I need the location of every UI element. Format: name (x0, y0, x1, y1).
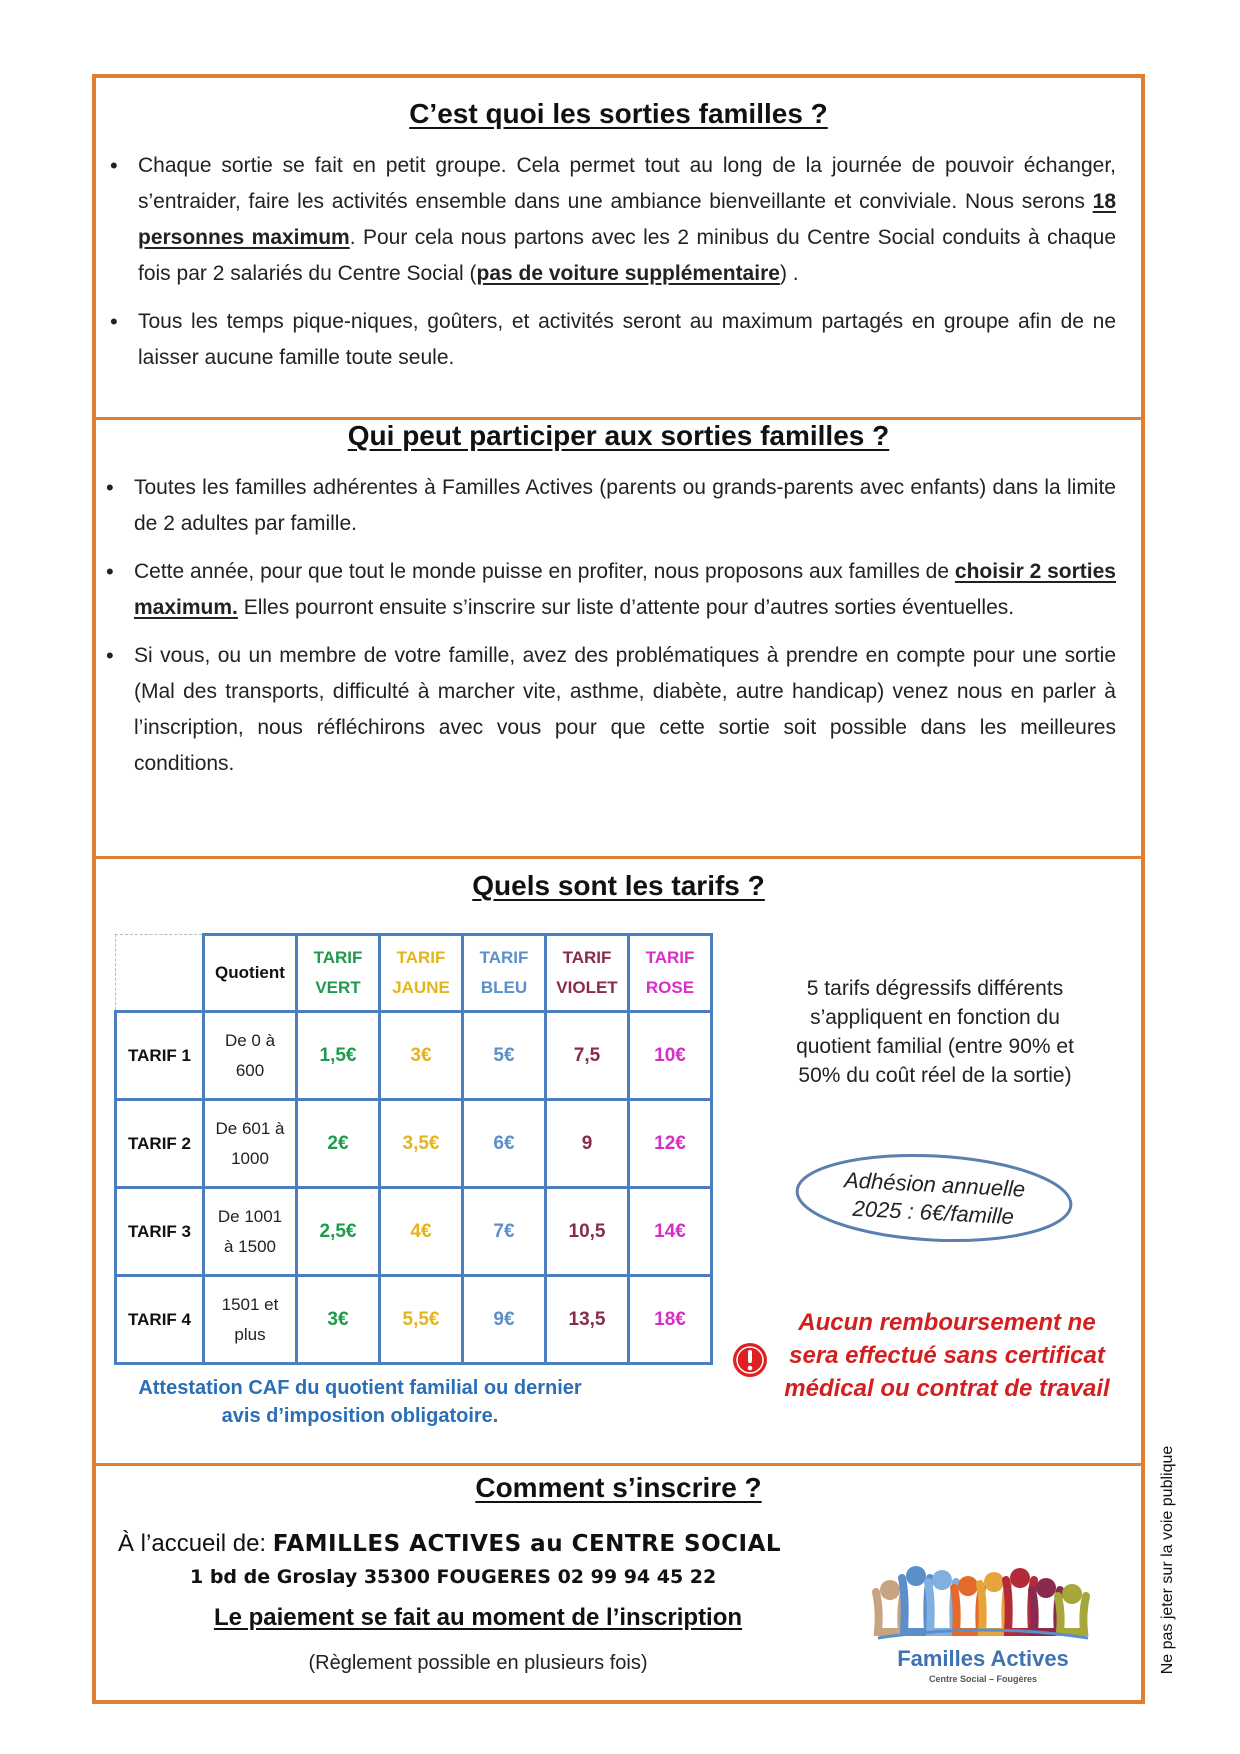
price-cell: 2€ (297, 1100, 380, 1188)
quotient-header: Quotient (204, 935, 297, 1012)
logo-figure-head (880, 1580, 900, 1600)
quotient-cell: De 1001 à 1500 (204, 1188, 297, 1276)
price-cell: 6€ (463, 1100, 546, 1188)
price-cell: 1,5€ (297, 1012, 380, 1100)
price-cell: 9 (546, 1100, 629, 1188)
tarifs-table (114, 933, 713, 1365)
accueil-line: À l’accueil de: FAMILLES ACTIVES au CENTRE SOCIAL (118, 1530, 782, 1557)
section3-title: Quels sont les tarifs ? (472, 870, 765, 901)
col-rose-header: TARIF ROSE (629, 935, 712, 1012)
section1-title: C’est quoi les sorties familles ? (409, 98, 828, 129)
tarifs-description: 5 tarifs dégressifs différents s’appliquent en fonction du quotient familial (entre 90% et 50% du coût réel de la sortie) (796, 977, 1074, 1087)
table-corner (116, 935, 204, 1012)
svg-text:2025 : 6€/famille: 2025 : 6€/famille (851, 1195, 1015, 1230)
price-cell: 3,5€ (380, 1100, 463, 1188)
price-cell: 5€ (463, 1012, 546, 1100)
col-bleu-header: TARIF BLEU (463, 935, 546, 1012)
price-cell: 4€ (380, 1188, 463, 1276)
divider (96, 856, 1141, 859)
logo-figure-head (984, 1572, 1004, 1592)
table-row (116, 1276, 712, 1364)
section1-list (138, 148, 1116, 388)
address-line: 1 bd de Groslay 35300 FOUGERES 02 99 94 45 22 (190, 1566, 717, 1588)
table-row (116, 1100, 712, 1188)
price-cell: 2,5€ (297, 1188, 380, 1276)
adhesion-badge (794, 1152, 1074, 1244)
row-name: TARIF 2 (116, 1100, 204, 1188)
logo-figure-head (1036, 1578, 1056, 1598)
section2-title: Qui peut participer aux sorties familles ? (347, 420, 890, 451)
price-cell: 3€ (297, 1276, 380, 1364)
reglement-line: (Règlement possible en plusieurs fois) (308, 1652, 648, 1674)
price-cell: 7€ (463, 1188, 546, 1276)
price-cell: 3€ (380, 1012, 463, 1100)
logo-figure-head (906, 1566, 926, 1586)
price-cell: 9€ (463, 1276, 546, 1364)
quotient-cell: De 601 à 1000 (204, 1100, 297, 1188)
section4-title: Comment s’inscrire ? (475, 1472, 762, 1503)
list-item: • Cette année, pour que tout le monde puisse en profiter, nous proposons aux familles de choisir 2 sorties maximum. Elles pourront ensuite s’inscrire sur liste d’attente pour d’autres sorties éventuelles. (134, 554, 1116, 626)
logo-figure-head (1010, 1568, 1030, 1588)
remboursement-note: Aucun remboursement ne sera effectué sans certificat médical ou contrat de travail (784, 1309, 1110, 1402)
row-name: TARIF 3 (116, 1188, 204, 1276)
price-cell: 5,5€ (380, 1276, 463, 1364)
price-cell: 10€ (629, 1012, 712, 1100)
bold-max-persons: 18 personnes maximum (138, 190, 1116, 249)
price-cell: 14€ (629, 1188, 712, 1276)
attestation-note: Attestation CAF du quotient familial ou dernier avis d’imposition obligatoire. (138, 1377, 582, 1427)
page-frame (92, 74, 1145, 1704)
paiement-line: Le paiement se fait au moment de l’inscription (213, 1604, 743, 1631)
row-name: TARIF 1 (116, 1012, 204, 1100)
price-cell: 10,5 (546, 1188, 629, 1276)
divider (92, 1463, 1145, 1466)
warning-icon (732, 1342, 768, 1378)
table-row (116, 1012, 712, 1100)
section2-list (134, 470, 1116, 794)
list-item: • Toutes les familles adhérentes à Familles Actives (parents ou grands-parents avec enfants) dans la limite de 2 adultes par famille. (134, 470, 1116, 542)
centre-name: FAMILLES ACTIVES au CENTRE SOCIAL (272, 1531, 782, 1557)
price-cell: 18€ (629, 1276, 712, 1364)
bold-no-car: pas de voiture supplémentaire (476, 262, 780, 285)
svg-text:Adhésion annuelle: Adhésion annuelle (843, 1167, 1026, 1202)
familles-actives-logo (868, 1560, 1098, 1690)
table-header-row (116, 935, 712, 1012)
logo-figure-head (932, 1570, 952, 1590)
svg-text:Familles Actives: Familles Actives (897, 1646, 1069, 1671)
list-item: • Chaque sortie se fait en petit groupe. Cela permet tout au long de la journée de pouvoir échanger, s’entraider, faire les activités ensemble dans une ambiance bienveillante et conviviale. Nous serons 18 personnes maximum. Pour cela nous partons avec les 2 minibus du Centre Social conduits à chaque fois par 2 salariés du Centre Social (pas de voiture supplémentaire) . (138, 148, 1116, 292)
bold-two-outings: choisir 2 sorties maximum. (134, 560, 1116, 619)
quotient-cell: De 0 à 600 (204, 1012, 297, 1100)
side-note: Ne pas jeter sur la voie publique (1159, 1445, 1176, 1675)
list-item: • Tous les temps pique-niques, goûters, et activités seront au maximum partagés en groupe afin de ne laisser aucune famille toute seule. (138, 304, 1116, 376)
col-vert-header: TARIF VERT (297, 935, 380, 1012)
quotient-cell: 1501 et plus (204, 1276, 297, 1364)
svg-text:Centre Social – Fougères: Centre Social – Fougères (928, 1674, 1038, 1684)
price-cell: 7,5 (546, 1012, 629, 1100)
row-name: TARIF 4 (116, 1276, 204, 1364)
list-item: • Si vous, ou un membre de votre famille, avez des problématiques à prendre en compte pour une sortie (Mal des transports, difficulté à marcher vite, asthme, diabète, autre handicap) venez nous en parler à l’inscription, nous réfléchirons avec vous pour que cette sortie soit possible dans les meilleures conditions. (134, 638, 1116, 782)
logo-figure-head (1062, 1584, 1082, 1604)
col-jaune-header: TARIF JAUNE (380, 935, 463, 1012)
price-cell: 13,5 (546, 1276, 629, 1364)
price-cell: 12€ (629, 1100, 712, 1188)
table-row (116, 1188, 712, 1276)
logo-figure-head (958, 1576, 978, 1596)
col-violet-header: TARIF VIOLET (546, 935, 629, 1012)
